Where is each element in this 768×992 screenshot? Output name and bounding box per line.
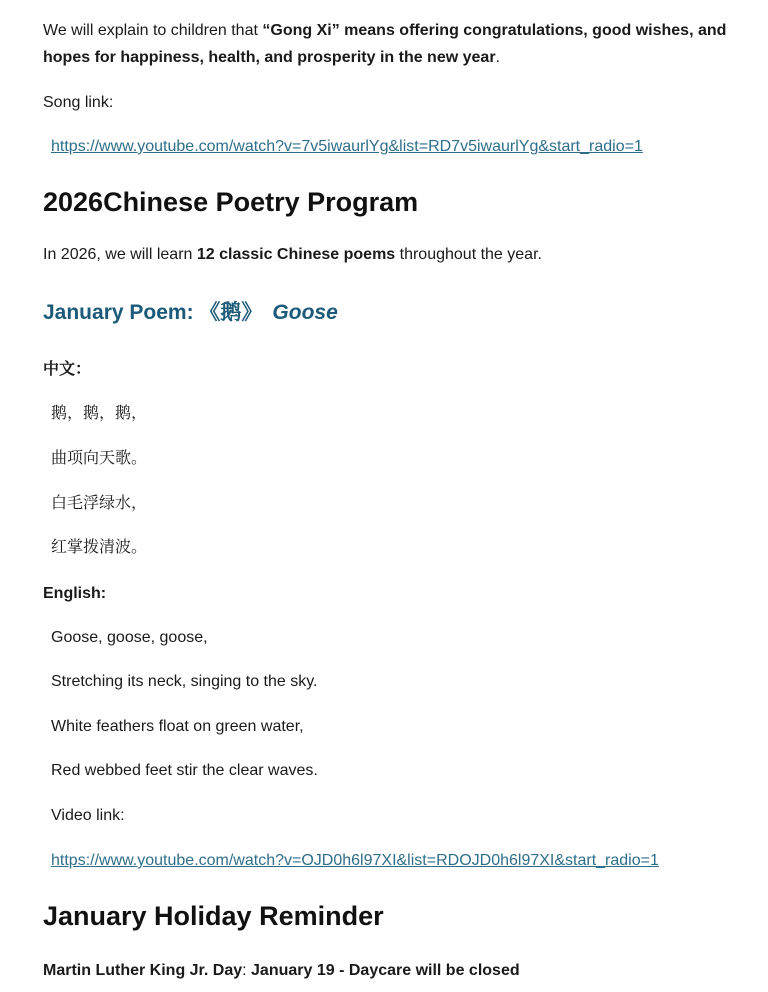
poetry-text-prefix: In 2026, we will learn [43, 246, 197, 263]
poetry-text-suffix: throughout the year. [395, 246, 542, 263]
video-link[interactable]: https://www.youtube.com/watch?v=OJD0h6l97XI&list=RDOJD0h6l97XI&start_radio=1 [51, 852, 659, 869]
holiday-line [43, 957, 520, 984]
mlk-day-detail: January 19 - Daycare will be closed [251, 962, 520, 979]
song-link[interactable]: https://www.youtube.com/watch?v=7v5iwaurlYg&list=RD7v5iwaurlYg&start_radio=1 [51, 138, 643, 155]
intro-bold-text: “Gong Xi” means offering congratulations, good wishes, and hopes for happiness, health, and prosperity in the new year [43, 22, 727, 66]
intro-paragraph [43, 17, 733, 71]
holiday-heading: January Holiday Reminder [43, 901, 384, 931]
poem-heading-english: Goose [272, 301, 338, 324]
chinese-line-4: 红掌拨清波。 [51, 539, 148, 556]
poetry-program-heading: 2026Chinese Poetry Program [43, 187, 419, 217]
english-line-1: Goose, goose, goose, [51, 629, 208, 646]
poetry-program-text [43, 241, 542, 268]
video-link-label: Video link: [51, 807, 125, 824]
intro-suffix: . [495, 49, 500, 66]
english-label: English: [43, 585, 107, 602]
english-line-4: Red webbed feet stir the clear waves. [51, 762, 318, 779]
english-line-2: Stretching its neck, singing to the sky. [51, 673, 318, 690]
chinese-line-1: 鹅，鹅，鹅， [51, 405, 148, 422]
chinese-label: 中文： [43, 361, 92, 378]
english-line-3: White feathers float on green water, [51, 718, 304, 735]
chinese-line-3: 白毛浮绿水， [51, 495, 148, 512]
holiday-separator: : [242, 962, 252, 979]
chinese-line-2: 曲项向天歌。 [51, 450, 148, 467]
song-link-label: Song link: [43, 94, 114, 111]
january-poem-heading [43, 299, 338, 327]
poetry-text-bold: 12 classic Chinese poems [196, 246, 396, 263]
mlk-day-name: Martin Luther King Jr. Day [43, 962, 243, 979]
poem-heading-prefix: January Poem: 《鹅》 [43, 301, 263, 324]
intro-prefix: We will explain to children that [43, 22, 263, 39]
